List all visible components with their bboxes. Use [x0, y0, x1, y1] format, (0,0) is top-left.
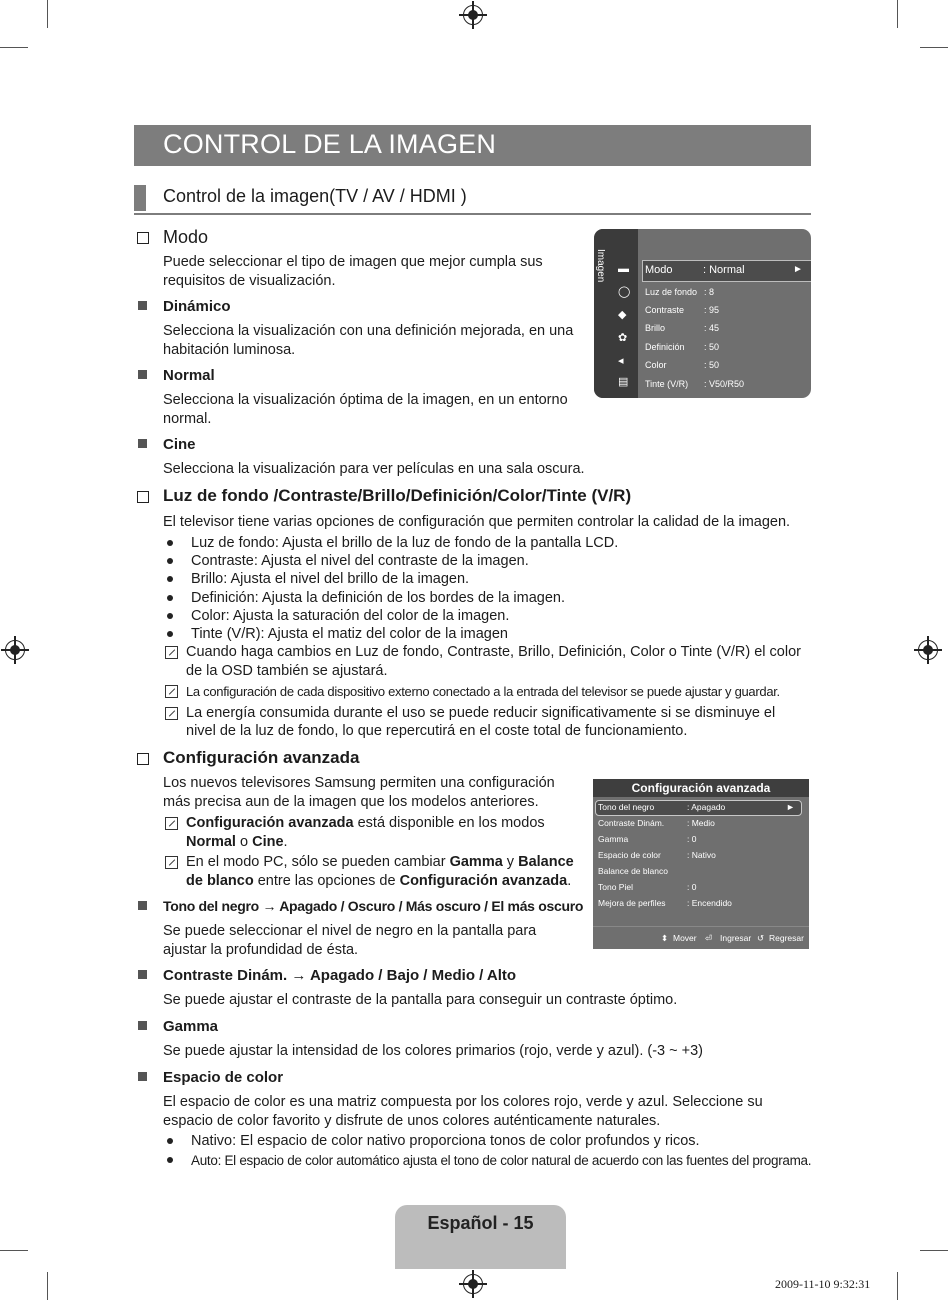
- osd-row-value: : 0: [687, 882, 697, 892]
- osd-selected-label: Modo: [645, 264, 673, 276]
- right-arrow-icon: ►: [786, 802, 795, 812]
- config-bullet: Nativo: El espacio de color nativo proporciona tonos de color profundos y ricos.: [191, 1133, 700, 1149]
- osd-row-value: : Encendido: [687, 898, 732, 908]
- section-heading: [134, 183, 811, 215]
- registration-mark-icon: [463, 5, 483, 25]
- luz-note1-line2: de la OSD también se ajustará.: [186, 663, 388, 679]
- osd-row-label: Tono del negro: [598, 802, 655, 812]
- osd-row-value: : Nativo: [687, 850, 716, 860]
- checkbox-bullet-icon: [137, 753, 149, 765]
- config-note1-bold: Configuración avanzada: [186, 815, 354, 831]
- luz-note1-line1: Cuando haga cambios en Luz de fondo, Contraste, Brillo, Definición, Color o Tinte (V/R) el color: [186, 644, 801, 660]
- bullet-dot-icon: [167, 576, 173, 582]
- luz-note2: La configuración de cada dispositivo externo conectado a la entrada del televisor se puede ajustar y guardar.: [186, 684, 780, 699]
- page-number: Español - 15: [427, 1213, 534, 1233]
- osd-selected-row: [642, 260, 811, 282]
- page-number-tab: [395, 1205, 566, 1269]
- registration-mark-icon: [463, 1274, 483, 1294]
- crop-mark: [0, 47, 28, 48]
- osd-footer-enter: Ingresar: [720, 933, 752, 943]
- section-marker: [134, 185, 146, 211]
- square-bullet-icon: [138, 301, 147, 310]
- osd-row-label: Tono Piel: [598, 882, 633, 892]
- config-note2-text: .: [567, 873, 572, 889]
- support-icon: ▤: [618, 376, 629, 388]
- note-icon: [165, 646, 178, 659]
- config-note2-text: y: [502, 854, 519, 870]
- luz-note3-line2: nivel de la luz de fondo, lo que repercutirá en el coste total de funcionamiento.: [186, 723, 688, 739]
- osd-row-value: : 95: [704, 305, 720, 315]
- osd-row-value: : 50: [704, 360, 720, 370]
- osd-row-value: : 45: [704, 323, 720, 333]
- luz-intro: El televisor tiene varias opciones de configuración que permiten controlar la calidad de la imagen.: [163, 514, 791, 530]
- config-item-title: Espacio de color: [163, 1069, 284, 1086]
- config-note1-text: .: [283, 834, 288, 850]
- config-note1-bold: Normal: [186, 834, 236, 850]
- modo-item-title: Cine: [163, 436, 196, 453]
- osd-config-title: Configuración avanzada: [593, 779, 809, 797]
- square-bullet-icon: [138, 1072, 147, 1081]
- page-title: CONTROL DE LA IMAGEN: [163, 129, 497, 159]
- square-bullet-icon: [138, 970, 147, 979]
- note-icon: [165, 817, 178, 830]
- config-note2-bold: de blanco: [186, 873, 254, 889]
- osd-row-label: Espacio de color: [598, 850, 661, 860]
- setup-gear-icon: ✿: [618, 332, 628, 344]
- osd-row-label: Mejora de perfiles: [598, 898, 666, 908]
- osd-row-value: : 0: [687, 834, 697, 844]
- note-icon: [165, 685, 178, 698]
- channel-icon: ◆: [618, 309, 627, 321]
- print-timestamp: 2009-11-10 9:32:31: [775, 1277, 871, 1291]
- registration-mark-icon: [5, 640, 25, 660]
- checkbox-bullet-icon: [137, 232, 149, 244]
- osd-footer-return: Regresar: [769, 933, 804, 943]
- osd-row-label: Luz de fondo: [645, 287, 698, 297]
- luz-note3-line1: La energía consumida durante el uso se puede reducir significativamente si se disminuye el: [186, 705, 776, 721]
- osd-row-label: Balance de blanco: [598, 866, 668, 876]
- return-icon: ↺: [757, 933, 765, 943]
- config-item-title: Tono del negro → Apagado / Oscuro / Más oscuro / El más oscuro: [163, 898, 584, 914]
- bullet-dot-icon: [167, 595, 173, 601]
- osd-side-label: Imagen: [595, 249, 606, 283]
- config-item-title: Gamma: [163, 1018, 219, 1035]
- osd-row-label: Color: [645, 360, 667, 370]
- bullet-dot-icon: [167, 540, 173, 546]
- crop-mark: [897, 1272, 898, 1300]
- osd-selected-value: : Normal: [703, 264, 745, 276]
- bullet-dot-icon: [167, 1157, 173, 1163]
- luz-bullet: Contraste: Ajusta el nivel del contraste de la imagen.: [191, 553, 529, 569]
- modo-item-text: Selecciona la visualización óptima de la imagen, en un entorno normal.: [163, 392, 568, 427]
- checkbox-bullet-icon: [137, 491, 149, 503]
- luz-bullet: Luz de fondo: Ajusta el brillo de la luz de fondo de la pantalla LCD.: [191, 535, 619, 551]
- luz-bullet: Brillo: Ajusta el nivel del brillo de la imagen.: [191, 571, 470, 587]
- config-item-text: Se puede seleccionar el nivel de negro en la pantalla para ajustar la profundidad de ésta.: [163, 923, 537, 958]
- osd-config-menu: [593, 779, 809, 949]
- luz-bullet: Color: Ajusta la saturación del color de la imagen.: [191, 608, 510, 624]
- config-bullet: Auto: El espacio de color automático ajusta el tono de color natural de acuerdo con las fuentes del programa.: [191, 1153, 812, 1168]
- square-bullet-icon: [138, 439, 147, 448]
- luz-bullet: Definición: Ajusta la definición de los bordes de la imagen.: [191, 590, 566, 606]
- modo-item-text: Selecciona la visualización con una definición mejorada, en una habitación luminosa.: [163, 323, 574, 358]
- crop-mark: [47, 0, 48, 28]
- modo-item-text: Selecciona la visualización para ver películas en una sala oscura.: [163, 461, 585, 477]
- crop-mark: [920, 1250, 948, 1251]
- modo-item-title: Dinámico: [163, 298, 231, 315]
- section-title: Control de la imagen(TV / AV / HDMI ): [163, 186, 467, 206]
- enter-icon: ⏎: [705, 933, 713, 943]
- modo-intro: Puede seleccionar el tipo de imagen que mejor cumpla sus requisitos de visualización.: [163, 254, 543, 289]
- bullet-dot-icon: [167, 1138, 173, 1144]
- osd-row-label: Definición: [645, 342, 685, 352]
- luz-bullet: Tinte (V/R): Ajusta el matiz del color de la imagen: [191, 626, 508, 642]
- osd-row-label: Contraste: [645, 305, 685, 315]
- sound-icon: ◯: [618, 286, 631, 298]
- note-icon: [165, 856, 178, 869]
- osd-imagen-menu: [594, 229, 811, 398]
- config-note1-bold: Cine: [252, 834, 284, 850]
- config-note1: [186, 814, 576, 852]
- osd-row-value: : 50: [704, 342, 720, 352]
- config-item-title: Contraste Dinám. → Apagado / Bajo / Medio / Alto: [163, 967, 517, 984]
- square-bullet-icon: [138, 370, 147, 379]
- luz-heading: Luz de fondo /Contraste/Brillo/Definición/Color/Tinte (V/R): [163, 486, 632, 505]
- config-item-text: Se puede ajustar la intensidad de los colores primarios (rojo, verde y azul). (-3 ~ +3): [163, 1043, 703, 1059]
- config-item-text: El espacio de color es una matriz compuesta por los colores rojo, verde y azul. Seleccione su espacio de color favorito y disfrute de unos colores auténticamente naturales.: [163, 1094, 763, 1129]
- config-note2-text: entre las opciones de: [253, 873, 400, 889]
- crop-mark: [897, 0, 898, 28]
- picture-icon: ▬: [618, 263, 629, 275]
- input-icon: ◂: [618, 355, 624, 367]
- bullet-dot-icon: [167, 558, 173, 564]
- config-note2-text: En el modo PC, sólo se pueden cambiar: [186, 854, 450, 870]
- config-heading: Configuración avanzada: [163, 748, 360, 767]
- osd-row-value: : Medio: [687, 818, 715, 828]
- crop-mark: [920, 47, 948, 48]
- modo-heading: Modo: [163, 227, 209, 247]
- osd-row-value: : V50/R50: [704, 379, 745, 389]
- osd-row-label: Brillo: [645, 323, 666, 333]
- config-note2-bold: Gamma: [449, 854, 503, 870]
- config-note2-bold: Configuración avanzada: [399, 873, 568, 889]
- osd-row-value: : 8: [704, 287, 715, 297]
- crop-mark: [47, 1272, 48, 1300]
- crop-mark: [0, 1250, 28, 1251]
- page-title-bar: [134, 125, 811, 166]
- note-icon: [165, 707, 178, 720]
- bullet-dot-icon: [167, 631, 173, 637]
- config-item-text: Se puede ajustar el contraste de la pantalla para conseguir un contraste óptimo.: [163, 992, 678, 1008]
- config-note2-bold: Balance: [518, 854, 574, 870]
- square-bullet-icon: [138, 1021, 147, 1030]
- osd-row-label: Tinte (V/R): [645, 379, 689, 389]
- config-note2: [186, 853, 586, 891]
- bullet-dot-icon: [167, 613, 173, 619]
- osd-row-label: Contraste Dinám.: [598, 818, 665, 828]
- osd-row-label: Gamma: [598, 834, 629, 844]
- osd-divider: [593, 926, 809, 927]
- square-bullet-icon: [138, 901, 147, 910]
- osd-footer-move: Mover: [673, 933, 697, 943]
- registration-mark-icon: [918, 640, 938, 660]
- config-intro: Los nuevos televisores Samsung permiten una configuración más precisa aun de la imagen que los modelos anteriores.: [163, 775, 555, 810]
- osd-row-value: : Apagado: [687, 802, 726, 812]
- modo-item-title: Normal: [163, 367, 215, 384]
- config-note1-text: está disponible en los modos: [353, 815, 545, 831]
- right-arrow-icon: ►: [793, 264, 803, 275]
- move-icon: ⬍: [661, 933, 669, 943]
- config-note1-text: o: [235, 834, 253, 850]
